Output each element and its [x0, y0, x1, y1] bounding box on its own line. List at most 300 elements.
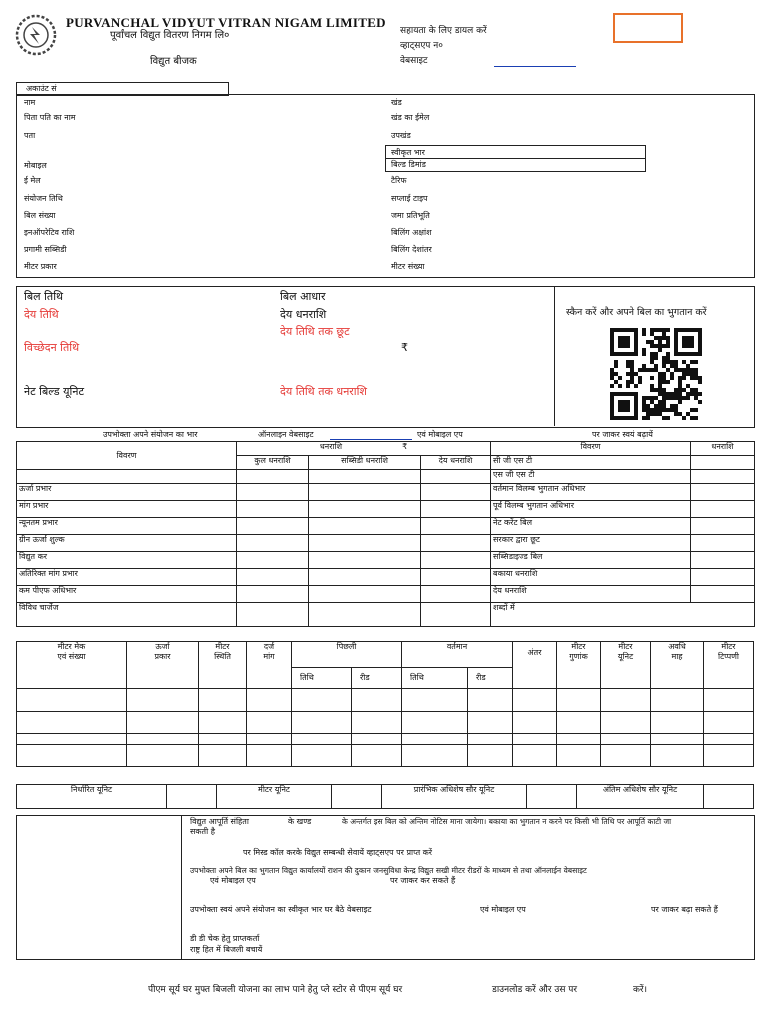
qr-module [682, 340, 686, 344]
qr-module [690, 372, 694, 376]
consumer-details-box [16, 94, 755, 278]
meter-head-read2: रीड [468, 668, 513, 689]
qr-module [682, 368, 686, 372]
qr-module [666, 340, 670, 344]
qr-module [622, 344, 626, 348]
meter-head-remark: मीटर टिप्पणी [704, 642, 754, 689]
charges-left-row: मांग प्रभार [17, 501, 237, 518]
charges-right-amount [691, 518, 755, 535]
qr-module [658, 340, 662, 344]
meter-table [16, 641, 754, 767]
qr-module [642, 400, 646, 404]
qr-module [650, 368, 654, 372]
qr-module [634, 340, 638, 344]
qr-module [674, 412, 678, 416]
units-final-solar-value [704, 785, 754, 809]
charges-table [16, 441, 755, 627]
charges-right-row: सरकार द्वारा छूट [491, 535, 691, 552]
qr-module [626, 360, 630, 364]
note-can-pay: पर जाकर कर सकते हैं [390, 876, 456, 885]
qr-module [610, 392, 614, 396]
qr-module [686, 396, 690, 400]
qr-module [618, 344, 622, 348]
charges-cell [421, 569, 491, 586]
qr-module [634, 408, 638, 412]
qr-module [658, 404, 662, 408]
qr-module [682, 360, 686, 364]
qr-module [642, 328, 646, 332]
charges-right-amount [691, 535, 755, 552]
qr-module [698, 352, 702, 356]
qr-module [686, 412, 690, 416]
qr-module [650, 400, 654, 404]
qr-module [622, 336, 626, 340]
qr-module [678, 392, 682, 396]
charges-right-row: पूर्व विलम्ब भुगतान अधिभार [491, 501, 691, 518]
qr-module [686, 328, 690, 332]
qr-module [666, 336, 670, 340]
disconnection-date-label: विच्छेदन तिथि [24, 341, 80, 354]
charges-cell [309, 470, 421, 484]
qr-module [626, 340, 630, 344]
qr-module [610, 372, 614, 376]
qr-module [686, 392, 690, 396]
charges-head-total: कुल धनराशि [237, 456, 309, 470]
charges-right-amount [691, 484, 755, 501]
qr-module [610, 328, 614, 332]
qr-module [678, 376, 682, 380]
load-line-part1: उपभोक्ता अपने संयोजन का भार [103, 430, 198, 439]
qr-module [618, 416, 622, 420]
charges-cell [421, 518, 491, 535]
qr-module [698, 392, 702, 396]
bill-info-divider [554, 286, 555, 426]
charges-cell [237, 535, 309, 552]
meter-row [17, 689, 754, 712]
field-father-name: पिता पति का नाम [24, 113, 76, 122]
field-billing-longitude: बिलिंग देशांतर [391, 245, 432, 254]
load-line-part4: पर जाकर स्वयं बढ़ायें [592, 430, 653, 439]
field-division: खंड [391, 98, 402, 107]
qr-module [642, 396, 646, 400]
qr-module [614, 392, 618, 396]
qr-module [622, 340, 626, 344]
bill-basis-label: बिल आधार [280, 290, 326, 303]
meter-head-unit: मीटर यूनिट [601, 642, 651, 689]
charges-cell [421, 586, 491, 603]
qr-module [686, 340, 690, 344]
qr-module [662, 360, 666, 364]
meter-head-date2: तिथि [402, 668, 468, 689]
qr-module [666, 368, 670, 372]
qr-module [610, 376, 614, 380]
qr-module [654, 388, 658, 392]
qr-module [694, 360, 698, 364]
qr-module [630, 360, 634, 364]
qr-module [646, 404, 650, 408]
charges-right-row: सी जी एस टी [491, 456, 691, 470]
qr-module [650, 352, 654, 356]
qr-module [622, 416, 626, 420]
qr-module [654, 368, 658, 372]
qr-module [686, 368, 690, 372]
qr-module [690, 392, 694, 396]
qr-module [610, 404, 614, 408]
field-division-email: खंड का ईमेल [391, 113, 430, 122]
qr-module [654, 408, 658, 412]
qr-module [662, 400, 666, 404]
charges-cell [309, 501, 421, 518]
meter-head-diff: अंतर [513, 642, 557, 689]
qr-module [662, 372, 666, 376]
qr-module [674, 408, 678, 412]
qr-module [662, 388, 666, 392]
qr-module [646, 368, 650, 372]
charges-right-row: बकाया धनराशि [491, 569, 691, 586]
charges-head-particulars: विवरण [17, 442, 237, 470]
qr-module [634, 352, 638, 356]
qr-module [654, 404, 658, 408]
units-meter-label: मीटर यूनिट [217, 785, 332, 809]
charges-cell [309, 603, 421, 627]
qr-module [630, 416, 634, 420]
qr-module [614, 360, 618, 364]
qr-module [666, 360, 670, 364]
qr-module [610, 400, 614, 404]
qr-module [694, 396, 698, 400]
charges-left-row [17, 470, 237, 484]
accent-box [613, 13, 683, 43]
qr-module [650, 384, 654, 388]
qr-module [634, 372, 638, 376]
charges-head-payable: देय धनराशि [421, 456, 491, 470]
qr-module [694, 408, 698, 412]
field-sanctioned-load: स्वीकृत भार [391, 148, 425, 157]
qr-module [662, 404, 666, 408]
qr-module [666, 392, 670, 396]
qr-module [634, 384, 638, 388]
qr-module [678, 412, 682, 416]
qr-module [662, 356, 666, 360]
qr-module [610, 336, 614, 340]
qr-module [642, 352, 646, 356]
qr-module [610, 344, 614, 348]
field-mobile: मोबाइल [24, 161, 47, 170]
qr-module [614, 416, 618, 420]
charges-cell [237, 603, 309, 627]
company-name-en: PURVANCHAL VIDYUT VITRAN NIGAM LIMITED [66, 15, 386, 30]
charges-right-amount [691, 501, 755, 518]
charges-cell [309, 484, 421, 501]
charges-cell [421, 470, 491, 484]
qr-module [698, 348, 702, 352]
qr-module [658, 328, 662, 332]
qr-module [610, 396, 614, 400]
qr-module [650, 344, 654, 348]
note-supply-code: विद्युत आपूर्ति संहिता [190, 817, 249, 826]
field-meter-number: मीटर संख्या [391, 262, 425, 271]
qr-module [682, 388, 686, 392]
field-supply-type: सप्लाई टाइप [391, 194, 428, 203]
qr-module [654, 336, 658, 340]
qr-module [634, 400, 638, 404]
qr-module [650, 412, 654, 416]
due-amount-label: देय धनराशि [280, 308, 327, 321]
qr-module [618, 340, 622, 344]
charges-right-row: एस जी एस टी [491, 470, 691, 484]
qr-module [658, 380, 662, 384]
qr-module [646, 412, 650, 416]
qr-module [658, 376, 662, 380]
meter-row [17, 734, 754, 745]
qr-module [650, 340, 654, 344]
qr-module [686, 336, 690, 340]
qr-module [650, 396, 654, 400]
charges-cell [309, 586, 421, 603]
qr-module [694, 416, 698, 420]
field-connection-date: संयोजन तिथि [24, 194, 63, 203]
qr-module [666, 380, 670, 384]
bill-date-label: बिल तिथि [24, 290, 64, 303]
qr-module [678, 328, 682, 332]
qr-module [650, 328, 654, 332]
qr-module [694, 392, 698, 396]
qr-module [634, 344, 638, 348]
charges-cell [237, 569, 309, 586]
qr-module [654, 412, 658, 416]
qr-module [686, 352, 690, 356]
qr-module [670, 408, 674, 412]
company-logo [15, 14, 57, 56]
charges-right-row: वर्तमान विलम्ब भुगतान अधिभार [491, 484, 691, 501]
qr-module [678, 384, 682, 388]
charges-right-row: देय धनराशि [491, 586, 691, 603]
qr-module [670, 376, 674, 380]
load-line-website-link[interactable] [330, 439, 412, 440]
company-name-hi: पूर्वांचल विद्युत वितरण निगम लि० [110, 30, 230, 41]
charges-cell [309, 518, 421, 535]
qr-module [634, 332, 638, 336]
qr-module [650, 360, 654, 364]
qr-module [614, 364, 618, 368]
qr-module [622, 352, 626, 356]
qr-module [670, 404, 674, 408]
qr-module [610, 348, 614, 352]
charges-left-row: अतिरिक्त मांग प्रभार [17, 569, 237, 586]
qr-module [674, 352, 678, 356]
qr-module [658, 336, 662, 340]
qr-module [646, 416, 650, 420]
note-missed-call: पर मिस्ड कॉल करके विद्युत सम्बन्धी सेवायें व्हाट्सएप पर प्राप्त करें [243, 848, 433, 857]
field-name: नाम [24, 98, 36, 107]
qr-module [626, 328, 630, 332]
whatsapp-label: व्हाट्सएप न० [400, 41, 443, 51]
qr-module [658, 372, 662, 376]
qr-module [666, 328, 670, 332]
charges-cell [237, 552, 309, 569]
notes-box [16, 815, 755, 960]
note-mobile-app: एवं मोबाइल एप [210, 876, 256, 885]
charges-right-row: सब्सिडाइज्ड बिल [491, 552, 691, 569]
note-clause: के खण्ड [288, 817, 312, 826]
qr-module [662, 408, 666, 412]
qr-module [610, 408, 614, 412]
qr-module [642, 348, 646, 352]
qr-module [610, 332, 614, 336]
qr-module [658, 408, 662, 412]
account-number-label: अकाउंट सं [26, 84, 57, 93]
meter-head-make: मीटर मेक एवं संख्या [17, 642, 127, 689]
qr-module [698, 344, 702, 348]
qr-module [682, 336, 686, 340]
qr-module [622, 408, 626, 412]
qr-module [630, 380, 634, 384]
qr-module [670, 364, 674, 368]
qr-module [658, 412, 662, 416]
qr-module [662, 396, 666, 400]
qr-module [658, 384, 662, 388]
charges-cell [237, 501, 309, 518]
qr-module [626, 416, 630, 420]
charges-right-amount [691, 456, 755, 470]
qr-module [626, 336, 630, 340]
qr-module [662, 380, 666, 384]
qr-module [674, 328, 678, 332]
qr-module [698, 376, 702, 380]
note-dd-cheque: डी डी चेक हेतु प्राप्तकर्ता [190, 934, 260, 943]
field-security-deposit: जमा प्रतिभूति [391, 211, 430, 220]
meter-head-read1: रीड [352, 668, 402, 689]
field-bill-number: बिल संख्या [24, 211, 56, 220]
meter-head-recorded: दर्ज मांग [247, 642, 292, 689]
qr-module [618, 384, 622, 388]
charges-cell [309, 535, 421, 552]
qr-module [674, 392, 678, 396]
qr-module [678, 396, 682, 400]
qr-module [622, 400, 626, 404]
meter-head-mf: मीटर गुणांक [557, 642, 601, 689]
qr-module [650, 388, 654, 392]
qr-module [614, 380, 618, 384]
qr-module [658, 344, 662, 348]
qr-module [678, 388, 682, 392]
charges-amount-in-words: शब्दों में [491, 603, 755, 627]
qr-module [622, 328, 626, 332]
qr-module [670, 372, 674, 376]
qr-module [674, 336, 678, 340]
charges-cell [237, 518, 309, 535]
qr-module [678, 380, 682, 384]
qr-module [614, 372, 618, 376]
qr-module [626, 408, 630, 412]
charges-left-row: न्यूनतम प्रभार [17, 518, 237, 535]
qr-module [610, 384, 614, 388]
qr-module [690, 408, 694, 412]
footer-register-text: करें। [633, 985, 648, 995]
qr-module [666, 408, 670, 412]
qr-module [662, 364, 666, 368]
qr-module [690, 416, 694, 420]
qr-module [694, 328, 698, 332]
qr-module [682, 352, 686, 356]
qr-module [642, 408, 646, 412]
qr-module [674, 404, 678, 408]
units-initial-solar-value [527, 785, 577, 809]
charges-left-row: कम पीएफ अधिभार [17, 586, 237, 603]
qr-module [690, 388, 694, 392]
field-progressive-subsidy: प्रगामी सब्सिडी [24, 245, 67, 254]
qr-module [610, 352, 614, 356]
footer-pm-surya-text: पीएम सूर्य घर मुफ्त बिजली योजना का लाभ पाने हेतु प्ले स्टोर से पीएम सूर्य घर [148, 985, 403, 995]
units-initial-solar-label: प्रारंभिक अधिशेष सौर यूनिट [382, 785, 527, 809]
qr-module [686, 344, 690, 348]
qr-module [618, 408, 622, 412]
qr-module [618, 404, 622, 408]
charges-head-subsidy: सब्सिडी धनराशि [309, 456, 421, 470]
qr-module [694, 372, 698, 376]
qr-module [662, 416, 666, 420]
charges-right-amount [691, 569, 755, 586]
qr-module [694, 388, 698, 392]
qr-module [686, 372, 690, 376]
charges-right-amount [691, 470, 755, 484]
qr-module [654, 356, 658, 360]
qr-module [698, 328, 702, 332]
qr-module [638, 380, 642, 384]
qr-module [674, 340, 678, 344]
units-assessed-value [167, 785, 217, 809]
qr-module [646, 408, 650, 412]
charges-cell [309, 552, 421, 569]
qr-module [662, 332, 666, 336]
qr-module [682, 416, 686, 420]
qr-module [622, 392, 626, 396]
qr-module [634, 404, 638, 408]
qr-module [662, 336, 666, 340]
qr-module [630, 364, 634, 368]
qr-module [690, 328, 694, 332]
qr-module [694, 376, 698, 380]
qr-module [690, 360, 694, 364]
qr-code[interactable] [610, 328, 702, 420]
note-can-increase: पर जाकर बढ़ा सकते हैं [651, 905, 718, 914]
qr-module [674, 332, 678, 336]
qr-module [626, 400, 630, 404]
qr-module [698, 332, 702, 336]
qr-module [666, 352, 670, 356]
charges-cell [421, 484, 491, 501]
qr-module [670, 360, 674, 364]
qr-module [674, 360, 678, 364]
qr-module [658, 388, 662, 392]
qr-module [626, 392, 630, 396]
qr-module [614, 328, 618, 332]
qr-module [614, 352, 618, 356]
qr-module [690, 376, 694, 380]
field-billed-demand: बिल्ड डिमांड [391, 160, 426, 169]
qr-module [686, 384, 690, 388]
qr-module [690, 352, 694, 356]
charges-head-amount-text: धनराशि [319, 442, 343, 451]
qr-module [654, 344, 658, 348]
qr-module [618, 376, 622, 380]
qr-module [634, 416, 638, 420]
qr-module [634, 392, 638, 396]
units-table [16, 784, 754, 809]
website-link-underline[interactable] [494, 66, 576, 67]
qr-module [630, 376, 634, 380]
qr-module [626, 404, 630, 408]
